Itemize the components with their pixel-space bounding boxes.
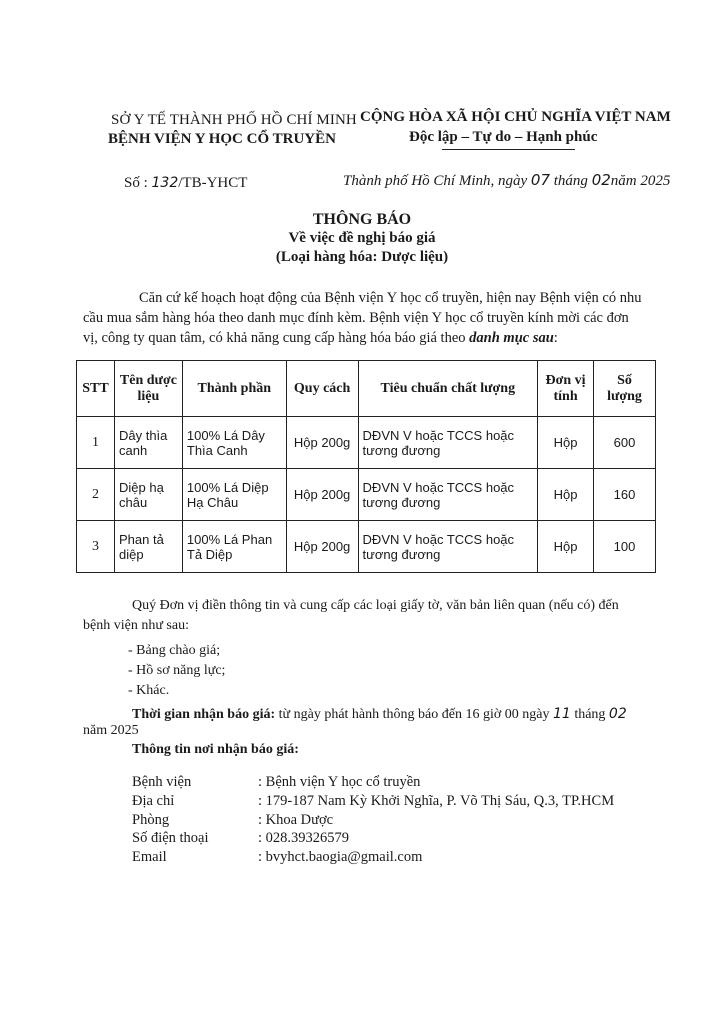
receiver-label-department: Phòng xyxy=(132,812,170,828)
cell-spec: Hộp 200g xyxy=(286,521,358,573)
cell-unit: Hộp xyxy=(538,417,594,469)
cell-stt: 1 xyxy=(77,417,115,469)
cell-name: Phan tả diệp xyxy=(114,521,182,573)
table-row xyxy=(77,417,656,469)
table-row xyxy=(77,521,656,573)
receiver-value-phone: : 028.39326579 xyxy=(258,830,350,846)
receiver-label-email: Email xyxy=(132,849,167,865)
receiver-value-email: : bvyhct.baogia@gmail.com xyxy=(258,849,423,865)
header-name: Tên dược liệu xyxy=(114,361,182,417)
receiver-heading: Thông tin nơi nhận báo giá: xyxy=(132,742,299,757)
handwritten-deadline-month: 02 xyxy=(608,706,627,722)
national-motto: Độc lập – Tự do – Hạnh phúc xyxy=(409,129,598,145)
cell-standard: DĐVN V hoặc TCCS hoặc tương đương xyxy=(358,417,538,469)
cell-unit: Hộp xyxy=(538,521,594,573)
table-row xyxy=(77,469,656,521)
header-spec: Quy cách xyxy=(286,361,358,417)
handwritten-day: 07 xyxy=(530,171,551,189)
cell-spec: Hộp 200g xyxy=(286,417,358,469)
cell-composition: 100% Lá Dây Thìa Canh xyxy=(182,417,286,469)
header-stt: STT xyxy=(77,361,115,417)
cell-spec: Hộp 200g xyxy=(286,469,358,521)
cell-qty: 100 xyxy=(594,521,656,573)
list-item: - Hồ sơ năng lực; xyxy=(128,663,226,678)
document-number: Số : 132/TB-YHCT xyxy=(124,175,248,191)
deadline-line: Thời gian nhận báo giá: từ ngày phát hành thông báo đến 16 giờ 00 ngày 11 tháng 02 xyxy=(132,706,627,722)
handwritten-deadline-day: 11 xyxy=(552,706,571,722)
cell-name: Dây thìa canh xyxy=(114,417,182,469)
national-title: CỘNG HÒA XÃ HỘI CHỦ NGHĨA VIỆT NAM xyxy=(360,109,671,125)
request-line-1: Quý Đơn vị điền thông tin và cung cấp các loại giấy tờ, văn bản liên quan (nếu có) đến xyxy=(132,598,619,613)
cell-qty: 600 xyxy=(594,417,656,469)
receiver-value-hospital: : Bệnh viện Y học cổ truyền xyxy=(258,774,421,790)
notice-subject: Về việc đề nghị báo giá xyxy=(288,230,436,246)
notice-title: THÔNG BÁO xyxy=(312,211,412,228)
goods-table xyxy=(76,360,656,573)
motto-underline xyxy=(442,149,575,150)
issuer-department: SỞ Y TẾ THÀNH PHỐ HỒ CHÍ MINH xyxy=(111,112,357,128)
cell-composition: 100% Lá Diệp Hạ Châu xyxy=(182,469,286,521)
receiver-label-hospital: Bệnh viện xyxy=(132,774,192,790)
cell-stt: 2 xyxy=(77,469,115,521)
cell-stt: 3 xyxy=(77,521,115,573)
cell-standard: DĐVN V hoặc TCCS hoặc tương đương xyxy=(358,469,538,521)
intro-line-1: Căn cứ kế hoạch hoạt động của Bệnh viện Y học cổ truyền, hiện nay Bệnh viện có nhu xyxy=(139,290,642,306)
issuer-hospital: BỆNH VIỆN Y HỌC CỔ TRUYỀN xyxy=(108,131,336,147)
cell-name: Diệp hạ châu xyxy=(114,469,182,521)
header-unit: Đơn vị tính xyxy=(538,361,594,417)
header-qty: Số lượng xyxy=(594,361,656,417)
receiver-value-department: : Khoa Dược xyxy=(258,812,334,828)
header-standard: Tiêu chuẩn chất lượng xyxy=(358,361,538,417)
cell-qty: 160 xyxy=(594,469,656,521)
request-line-2: bệnh viện như sau: xyxy=(83,618,189,633)
handwritten-month: 02 xyxy=(591,171,611,189)
intro-line-3: vị, công ty quan tâm, có khả năng cung cấp hàng hóa báo giá theo danh mục sau: xyxy=(83,330,558,346)
cell-standard: DĐVN V hoặc TCCS hoặc tương đương xyxy=(358,521,538,573)
intro-line-2: cầu mua sắm hàng hóa theo danh mục đính kèm. Bệnh viện Y học cổ truyền kính mời các đơn xyxy=(83,310,629,326)
list-item: - Khác. xyxy=(128,683,170,698)
receiver-label-address: Địa chỉ xyxy=(132,793,175,809)
document-date: Thành phố Hồ Chí Minh, ngày 07 tháng 02năm 2025 xyxy=(343,171,671,189)
handwritten-number: 132 xyxy=(151,175,179,191)
cell-composition: 100% Lá Phan Tả Diệp xyxy=(182,521,286,573)
list-item: - Bảng chào giá; xyxy=(128,643,221,658)
header-composition: Thành phần xyxy=(182,361,286,417)
notice-goods-type: (Loại hàng hóa: Dược liệu) xyxy=(275,249,449,265)
receiver-label-phone: Số điện thoại xyxy=(132,830,209,846)
table-header-row xyxy=(77,361,656,417)
cell-unit: Hộp xyxy=(538,469,594,521)
deadline-year: năm 2025 xyxy=(83,723,139,738)
receiver-value-address: : 179-187 Nam Kỳ Khởi Nghĩa, P. Võ Thị Sáu, Q.3, TP.HCM xyxy=(258,793,615,809)
